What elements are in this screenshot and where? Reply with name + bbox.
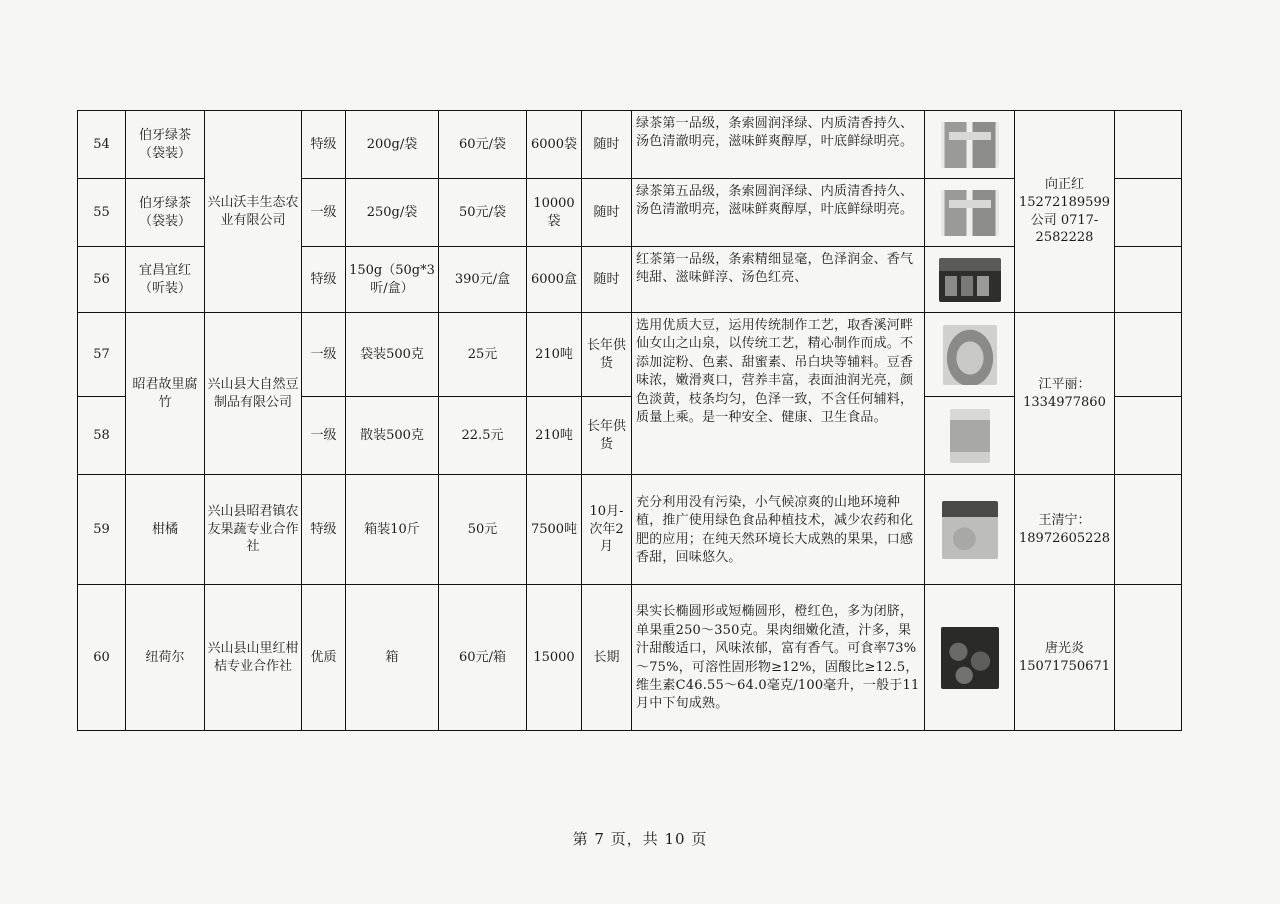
product-name: 伯牙绿茶（袋装） [126, 179, 205, 247]
page-number-footer: 第 7 页，共 10 页 [572, 830, 708, 848]
description: 果实长椭圆形或短椭圆形，橙红色，多为闭脐，单果重250～350克。果肉细嫩化渣，汁多，果汁甜酸适口，风味浓郁，富有香气。可食率73%～75%，可溶性固形物≥12%，固酸比≥12.5，维生素C46.55～64.0毫克/100毫升，一般于11月中下旬成熟。 [632, 585, 925, 731]
company-name: 兴山县昭君镇农友果蔬专业合作社 [205, 475, 302, 585]
row-number: 55 [78, 179, 126, 247]
quantity: 7500吨 [527, 475, 582, 585]
blank-cell [1115, 179, 1182, 247]
price: 60元/箱 [439, 585, 527, 731]
spec: 200g/袋 [346, 111, 439, 179]
spec: 250g/袋 [346, 179, 439, 247]
supply-period: 长年供货 [582, 397, 632, 475]
tofu-skin-bag-photo-icon [943, 325, 997, 385]
contact: 王清宁：18972605228 [1015, 475, 1115, 585]
quantity: 10000袋 [527, 179, 582, 247]
table-row [78, 475, 1182, 585]
supply-period: 随时 [582, 111, 632, 179]
contact: 向正红 15272189599 公司 0717-2582228 [1015, 111, 1115, 313]
price: 50元/袋 [439, 179, 527, 247]
spec: 箱装10斤 [346, 475, 439, 585]
table-row [78, 111, 1182, 179]
supply-period: 10月-次年2月 [582, 475, 632, 585]
quantity: 6000盒 [527, 247, 582, 313]
product-photo [925, 247, 1015, 313]
company-name: 兴山县山里红柑桔专业合作社 [205, 585, 302, 731]
product-photo [925, 397, 1015, 475]
quantity: 6000袋 [527, 111, 582, 179]
blank-cell [1115, 111, 1182, 179]
table-row [78, 585, 1182, 731]
product-photo [925, 475, 1015, 585]
blank-cell [1115, 397, 1182, 475]
price: 60元/袋 [439, 111, 527, 179]
tofu-skin-pack-photo-icon [950, 409, 990, 463]
spec: 箱 [346, 585, 439, 731]
company-name: 兴山县大自然豆制品有限公司 [205, 313, 302, 475]
spec: 袋装500克 [346, 313, 439, 397]
description: 红茶第一品级，条索精细显毫，色泽润金、香气纯甜、滋味鲜淳、汤色红亮、 [632, 247, 925, 313]
spec: 150g（50g*3听/盒） [346, 247, 439, 313]
orange-box-photo-icon [942, 501, 998, 559]
product-name: 柑橘 [126, 475, 205, 585]
row-number: 58 [78, 397, 126, 475]
tea-bag-photo-icon [941, 122, 999, 168]
grade: 一级 [302, 313, 346, 397]
spec: 散装500克 [346, 397, 439, 475]
contact: 唐光炎 15071750671 [1015, 585, 1115, 731]
price: 25元 [439, 313, 527, 397]
quantity: 210吨 [527, 313, 582, 397]
blank-cell [1115, 313, 1182, 397]
product-name: 宜昌宜红（听装） [126, 247, 205, 313]
supply-period: 随时 [582, 179, 632, 247]
navel-oranges-photo-icon [941, 627, 999, 689]
table-row [78, 313, 1182, 397]
supply-period: 长期 [582, 585, 632, 731]
blank-cell [1115, 585, 1182, 731]
grade: 一级 [302, 397, 346, 475]
product-name: 纽荷尔 [126, 585, 205, 731]
blank-cell [1115, 247, 1182, 313]
row-number: 56 [78, 247, 126, 313]
product-photo [925, 585, 1015, 731]
row-number: 59 [78, 475, 126, 585]
grade: 特级 [302, 247, 346, 313]
blank-cell [1115, 475, 1182, 585]
row-number: 54 [78, 111, 126, 179]
product-name: 伯牙绿茶（袋装） [126, 111, 205, 179]
product-photo [925, 313, 1015, 397]
price: 50元 [439, 475, 527, 585]
product-photo [925, 179, 1015, 247]
grade: 一级 [302, 179, 346, 247]
product-table [77, 110, 1182, 731]
quantity: 15000 [527, 585, 582, 731]
description: 绿茶第五品级，条索圆润泽绿、内质清香持久、汤色清澈明亮，滋味鲜爽醇厚，叶底鲜绿明亮。 [632, 179, 925, 247]
product-photo [925, 111, 1015, 179]
supply-period: 随时 [582, 247, 632, 313]
row-number: 60 [78, 585, 126, 731]
grade: 特级 [302, 111, 346, 179]
tea-bag-photo-icon [941, 190, 999, 236]
company-name: 兴山沃丰生态农业有限公司 [205, 111, 302, 313]
grade: 特级 [302, 475, 346, 585]
grade: 优质 [302, 585, 346, 731]
contact: 江平丽：1334977860 [1015, 313, 1115, 475]
product-name: 昭君故里腐竹 [126, 313, 205, 475]
description: 选用优质大豆，运用传统制作工艺，取香溪河畔仙女山之山泉，以传统工艺，精心制作而成。不添加淀粉、色素、甜蜜素、吊白块等辅料。豆香味浓，嫩滑爽口，营养丰富，表面油润光亮，颜色淡黄，枝条均匀，色泽一致，不含任何辅料，质量上乘。是一种安全、健康、卫生食品。 [632, 313, 925, 475]
price: 390元/盒 [439, 247, 527, 313]
tea-tin-box-photo-icon [939, 258, 1001, 302]
row-number: 57 [78, 313, 126, 397]
supply-period: 长年供货 [582, 313, 632, 397]
description: 充分利用没有污染，小气候凉爽的山地环境种植，推广使用绿色食品种植技术，减少农药和化肥的应用；在纯天然环境长大成熟的果果，口感香甜，回味悠久。 [632, 475, 925, 585]
description: 绿茶第一品级，条索圆润泽绿、内质清香持久、汤色清澈明亮，滋味鲜爽醇厚，叶底鲜绿明亮。 [632, 111, 925, 179]
price: 22.5元 [439, 397, 527, 475]
quantity: 210吨 [527, 397, 582, 475]
